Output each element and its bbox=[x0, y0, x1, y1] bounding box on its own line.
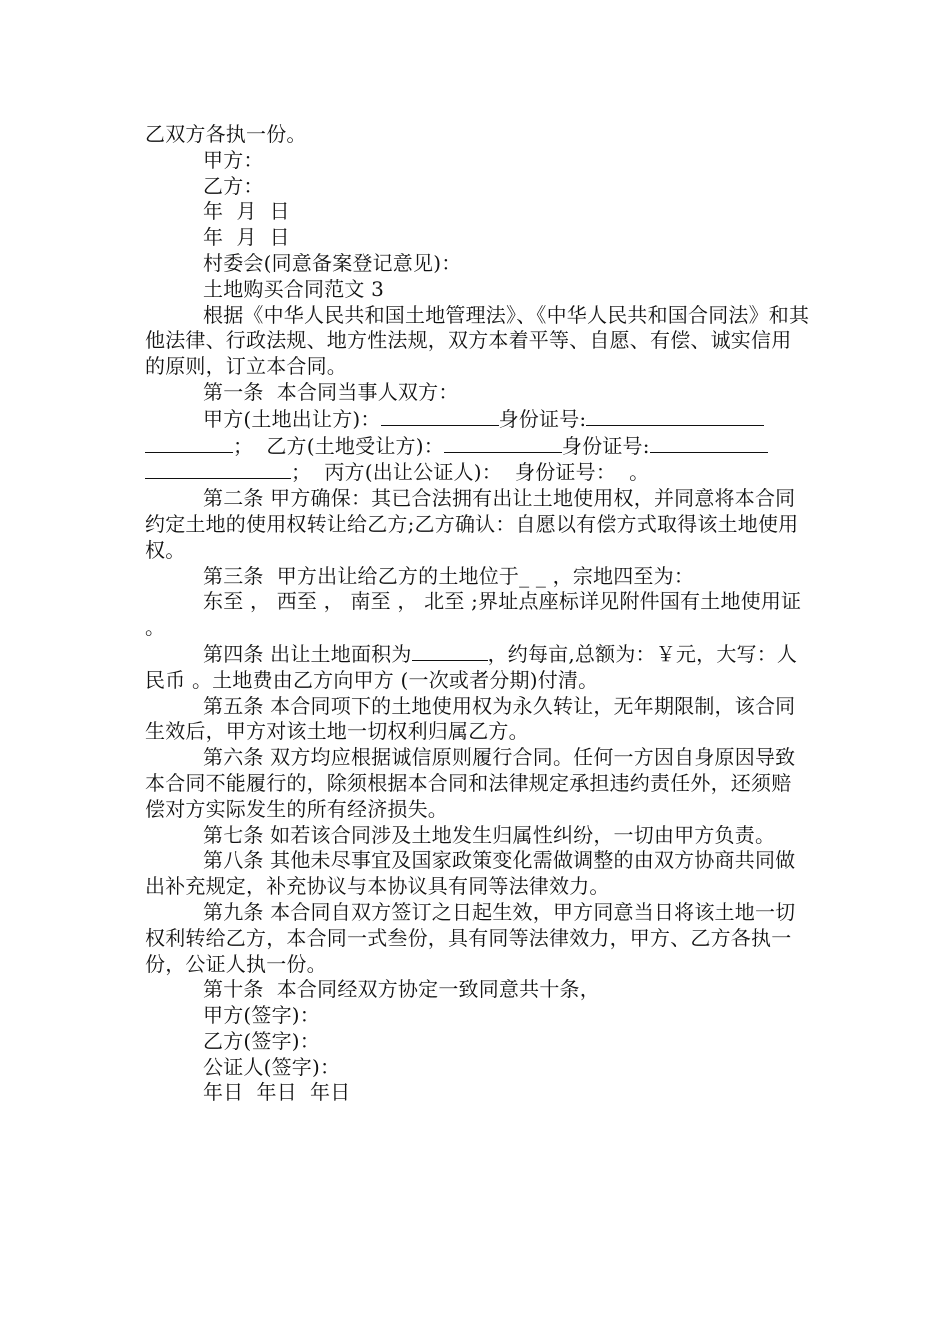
blank-line bbox=[381, 406, 499, 426]
id-label: 身份证号: bbox=[561, 433, 650, 458]
article-4 bbox=[145, 641, 810, 694]
party-c-label: ； 丙方(出让公证人)： 身份证号： 。 bbox=[291, 460, 650, 485]
party-a-line bbox=[145, 406, 810, 433]
article-1-heading: 第一条 本合同当事人双方： bbox=[203, 379, 459, 404]
blank-line bbox=[650, 433, 768, 453]
article-7: 第七条 如若该合同涉及土地发生归属性纠纷，一切由甲方负责。 bbox=[203, 822, 776, 847]
blank-line bbox=[145, 459, 291, 479]
id-label: 身份证号: bbox=[498, 406, 587, 431]
party-b-label: 乙方： bbox=[203, 173, 264, 198]
party-a-label: 甲方： bbox=[203, 147, 264, 172]
party-a-signature: 甲方(签字)： bbox=[203, 1003, 321, 1028]
signature-dates: 年日 年日 年日 bbox=[203, 1080, 351, 1105]
blank-line bbox=[586, 406, 764, 426]
intro-paragraph: 根据《中华人民共和国土地管理法》、《中华人民共和国合同法》和其他法律、行政法规、地方性法规，双方本着平等、自愿、有偿、诚实信用的原则，订立本合同。 bbox=[145, 302, 810, 379]
blank-line bbox=[444, 433, 562, 453]
article-10: 第十条 本合同经双方协定一致同意共十条， bbox=[203, 977, 600, 1002]
article-8: 第八条 其他未尽事宜及国家政策变化需做调整的由双方协商共同做出补充规定，补充协议与本协议具有同等法律效力。 bbox=[145, 848, 796, 899]
village-committee-line: 村委会(同意备案登记意见)： bbox=[203, 250, 462, 275]
party-b-line bbox=[145, 433, 810, 460]
section-title: 土地购买合同范文 3 bbox=[203, 276, 385, 301]
party-b-label: ； 乙方(土地受让方)： bbox=[233, 433, 444, 458]
blank-line bbox=[412, 641, 488, 661]
party-b-signature: 乙方(签字)： bbox=[203, 1028, 321, 1053]
notary-signature: 公证人(签字)： bbox=[203, 1054, 341, 1079]
party-c-line bbox=[145, 459, 810, 486]
document-page bbox=[145, 122, 810, 1106]
party-a-label: 甲方(土地出让方)： bbox=[203, 406, 381, 431]
date-line: 年 月 日 bbox=[203, 199, 290, 224]
text-line: 乙双方各执一份。 bbox=[145, 122, 307, 146]
article-5: 第五条 本合同项下的土地使用权为永久转让，无年期限制，该合同 生效后，甲方对该土地一切权利归属乙方。 bbox=[145, 693, 796, 744]
date-line: 年 月 日 bbox=[203, 225, 290, 250]
article-4-start: 第四条 出让土地面积为 bbox=[203, 641, 412, 666]
article-3: 第三条 甲方出让给乙方的土地位于_ _ ，宗地四至为： bbox=[203, 563, 695, 588]
article-6: 第六条 双方均应根据诚信原则履行合同。任何一方因自身原因导致本合同不能履行的，除须根据本合同和法律规定承担违约责任外，还须赔偿对方实际发生的所有经济损失。 bbox=[145, 745, 796, 821]
article-3-boundaries: 东至 ， 西至 ， 南至 ， 北至 ;界址点座标详见附件国有土地使用证。 bbox=[145, 589, 802, 640]
blank-line bbox=[145, 433, 233, 453]
article-4-rest: ，约每亩,总额为：￥元，大写：人民币 。土地费由乙方向甲方 (一次或者分期)付清。 bbox=[145, 641, 798, 692]
article-2: 第二条 甲方确保：其已合法拥有出让土地使用权，并同意将本合同约定土地的使用权转让给乙方;乙方确认：自愿以有偿方式取得该土地使用权。 bbox=[145, 486, 799, 562]
parties-block bbox=[145, 406, 810, 486]
article-9: 第九条 本合同自双方签订之日起生效，甲方同意当日将该土地一切权利转给乙方，本合同一式叁份，具有同等法律效力，甲方、乙方各执一份，公证人执一份。 bbox=[145, 899, 796, 976]
